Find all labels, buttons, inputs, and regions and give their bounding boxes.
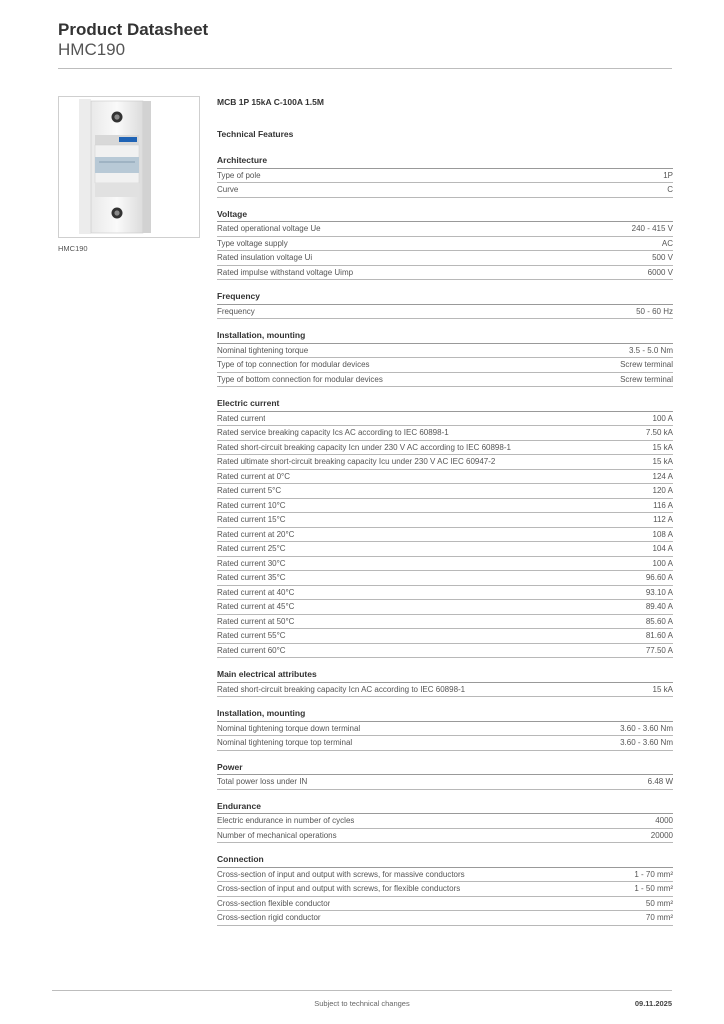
feature-row <box>217 499 673 514</box>
feature-row <box>217 736 673 751</box>
feature-row <box>217 615 673 630</box>
feature-value: 100 A <box>652 413 673 423</box>
feature-value: C <box>667 185 673 194</box>
feature-label: Rated current 5°C <box>217 486 282 495</box>
feature-value: 104 A <box>652 544 673 553</box>
feature-label: Rated current at 0°C <box>217 471 291 481</box>
feature-label: Total power loss under IN <box>217 777 308 786</box>
feature-value: 120 A <box>652 486 673 495</box>
product-name: MCB 1P 15kA C-100A 1.5M <box>217 97 324 107</box>
feature-value: 240 - 415 V <box>631 224 673 233</box>
feature-value: 3.60 - 3.60 Nm <box>620 738 673 747</box>
feature-row <box>217 644 673 659</box>
feature-row <box>217 373 673 388</box>
feature-value: 15 kA <box>652 457 673 466</box>
feature-label: Rated current 30°C <box>217 558 286 568</box>
feature-label: Rated current at 40°C <box>217 587 295 597</box>
feature-row <box>217 222 673 237</box>
feature-value: Screw terminal <box>620 360 673 369</box>
feature-value: 50 - 60 Hz <box>636 306 673 316</box>
section-title: Electric current <box>217 397 673 412</box>
feature-row <box>217 528 673 543</box>
datasheet-content <box>217 97 673 936</box>
feature-value: 112 A <box>653 515 673 524</box>
feature-row <box>217 683 673 698</box>
feature-value: Screw terminal <box>620 374 673 384</box>
feature-value: 1 - 50 mm² <box>634 884 673 893</box>
section-title: Connection <box>217 853 673 868</box>
feature-label: Type of top connection for modular devices <box>217 360 370 369</box>
feature-row <box>217 882 673 897</box>
footer-divider <box>52 990 672 991</box>
feature-value: 1P <box>663 170 673 180</box>
feature-value: 50 mm² <box>645 898 673 908</box>
feature-value: 93.10 A <box>645 587 673 597</box>
feature-label: Electric endurance in number of cycles <box>217 816 355 825</box>
feature-label: Rated service breaking capacity Ics AC according to IEC 60898-1 <box>217 428 449 437</box>
feature-value: 7.50 kA <box>645 428 673 437</box>
feature-label: Rated current 10°C <box>217 500 286 510</box>
feature-label: Rated current 60°C <box>217 645 286 655</box>
feature-value: 4000 <box>655 816 673 825</box>
feature-label: Number of mechanical operations <box>217 830 337 840</box>
section-title: Main electrical attributes <box>217 668 673 683</box>
feature-value: 20000 <box>650 830 673 840</box>
feature-section <box>217 761 673 790</box>
feature-row <box>217 722 673 737</box>
feature-value: 3.5 - 5.0 Nm <box>628 345 673 355</box>
feature-row <box>217 183 673 198</box>
feature-label: Rated short-circuit breaking capacity Icn under 230 V AC according to IEC 60898-1 <box>217 442 511 452</box>
feature-label: Rated operational voltage Ue <box>217 224 321 233</box>
feature-label: Rated current 55°C <box>217 631 286 640</box>
feature-row <box>217 484 673 499</box>
feature-row <box>217 629 673 644</box>
feature-label: Rated ultimate short-circuit breaking capacity Icu under 230 V AC IEC 60947-2 <box>217 457 496 466</box>
feature-label: Type of bottom connection for modular devices <box>217 374 383 384</box>
technical-features-title: Technical Features <box>217 129 294 139</box>
feature-label: Frequency <box>217 306 255 316</box>
feature-section <box>217 329 673 387</box>
feature-value: 15 kA <box>652 442 673 452</box>
feature-value: 100 A <box>652 558 673 568</box>
feature-label: Rated current 25°C <box>217 544 286 553</box>
feature-value: 77.50 A <box>645 645 673 655</box>
circuit-breaker-image <box>59 97 199 237</box>
feature-row <box>217 455 673 470</box>
feature-value: 81.60 A <box>645 631 673 640</box>
section-title: Architecture <box>217 154 673 169</box>
feature-row <box>217 412 673 427</box>
section-title: Endurance <box>217 800 673 815</box>
feature-label: Rated current at 20°C <box>217 529 295 539</box>
feature-section <box>217 668 673 697</box>
feature-row <box>217 868 673 883</box>
feature-value: 85.60 A <box>645 616 673 626</box>
image-caption: HMC190 <box>58 244 88 253</box>
feature-label: Cross-section of input and output with screws, for flexible conductors <box>217 884 461 893</box>
feature-value: 124 A <box>652 471 673 481</box>
feature-value: 6.48 W <box>647 777 673 786</box>
feature-section <box>217 154 673 198</box>
feature-label: Nominal tightening torque <box>217 345 309 355</box>
header <box>58 20 208 60</box>
feature-value: 70 mm² <box>645 913 673 922</box>
feature-row <box>217 237 673 252</box>
feature-sections <box>217 154 673 926</box>
feature-label: Rated impulse withstand voltage Uimp <box>217 267 354 277</box>
section-title: Installation, mounting <box>217 329 673 344</box>
feature-row <box>217 251 673 266</box>
footer-date: 09.11.2025 <box>634 999 672 1008</box>
feature-label: Type of pole <box>217 170 261 180</box>
feature-row <box>217 600 673 615</box>
feature-label: Rated short-circuit breaking capacity Icn AC according to IEC 60898-1 <box>217 684 466 694</box>
section-title: Installation, mounting <box>217 707 673 722</box>
feature-row <box>217 266 673 281</box>
feature-label: Rated current at 45°C <box>217 602 295 611</box>
page-subtitle: HMC190 <box>58 40 126 59</box>
feature-row <box>217 814 673 829</box>
page-title: Product Datasheet <box>58 20 209 39</box>
feature-value: 500 V <box>652 253 673 262</box>
feature-label: Cross-section rigid conductor <box>217 913 321 922</box>
feature-row <box>217 911 673 926</box>
feature-row <box>217 897 673 912</box>
feature-label: Nominal tightening torque down terminal <box>217 723 361 733</box>
feature-section <box>217 853 673 926</box>
feature-label: Rated current at 50°C <box>217 616 295 626</box>
feature-value: 96.60 A <box>645 573 673 582</box>
feature-section <box>217 707 673 751</box>
feature-label: Rated insulation voltage Ui <box>217 253 313 262</box>
feature-row <box>217 557 673 572</box>
feature-row <box>217 513 673 528</box>
feature-value: 15 kA <box>652 684 673 694</box>
feature-label: Nominal tightening torque top terminal <box>217 738 353 747</box>
feature-row <box>217 441 673 456</box>
feature-label: Type voltage supply <box>217 238 288 248</box>
feature-label: Cross-section flexible conductor <box>217 898 331 908</box>
feature-value: AC <box>661 238 673 248</box>
feature-row <box>217 169 673 184</box>
feature-section <box>217 397 673 658</box>
feature-value: 1 - 70 mm² <box>634 869 673 879</box>
feature-section <box>217 800 673 844</box>
feature-row <box>217 775 673 790</box>
section-title: Voltage <box>217 208 673 223</box>
feature-label: Curve <box>217 185 239 194</box>
feature-value: 6000 V <box>647 267 673 277</box>
product-image <box>58 96 200 238</box>
feature-label: Rated current <box>217 413 266 423</box>
feature-value: 116 A <box>653 500 673 510</box>
section-title: Power <box>217 761 673 776</box>
feature-value: 3.60 - 3.60 Nm <box>620 723 673 733</box>
feature-row <box>217 344 673 359</box>
feature-row <box>217 586 673 601</box>
feature-value: 89.40 A <box>645 602 673 611</box>
feature-row <box>217 571 673 586</box>
feature-row <box>217 305 673 320</box>
feature-row <box>217 426 673 441</box>
feature-label: Rated current 15°C <box>217 515 286 524</box>
feature-row <box>217 358 673 373</box>
feature-row <box>217 470 673 485</box>
feature-row <box>217 829 673 844</box>
feature-value: 108 A <box>652 529 673 539</box>
feature-section <box>217 290 673 319</box>
section-title: Frequency <box>217 290 673 305</box>
feature-row <box>217 542 673 557</box>
feature-label: Cross-section of input and output with screws, for massive conductors <box>217 869 465 879</box>
header-divider <box>58 68 672 69</box>
footer-note: Subject to technical changes <box>314 999 410 1008</box>
feature-label: Rated current 35°C <box>217 573 286 582</box>
feature-section <box>217 208 673 281</box>
